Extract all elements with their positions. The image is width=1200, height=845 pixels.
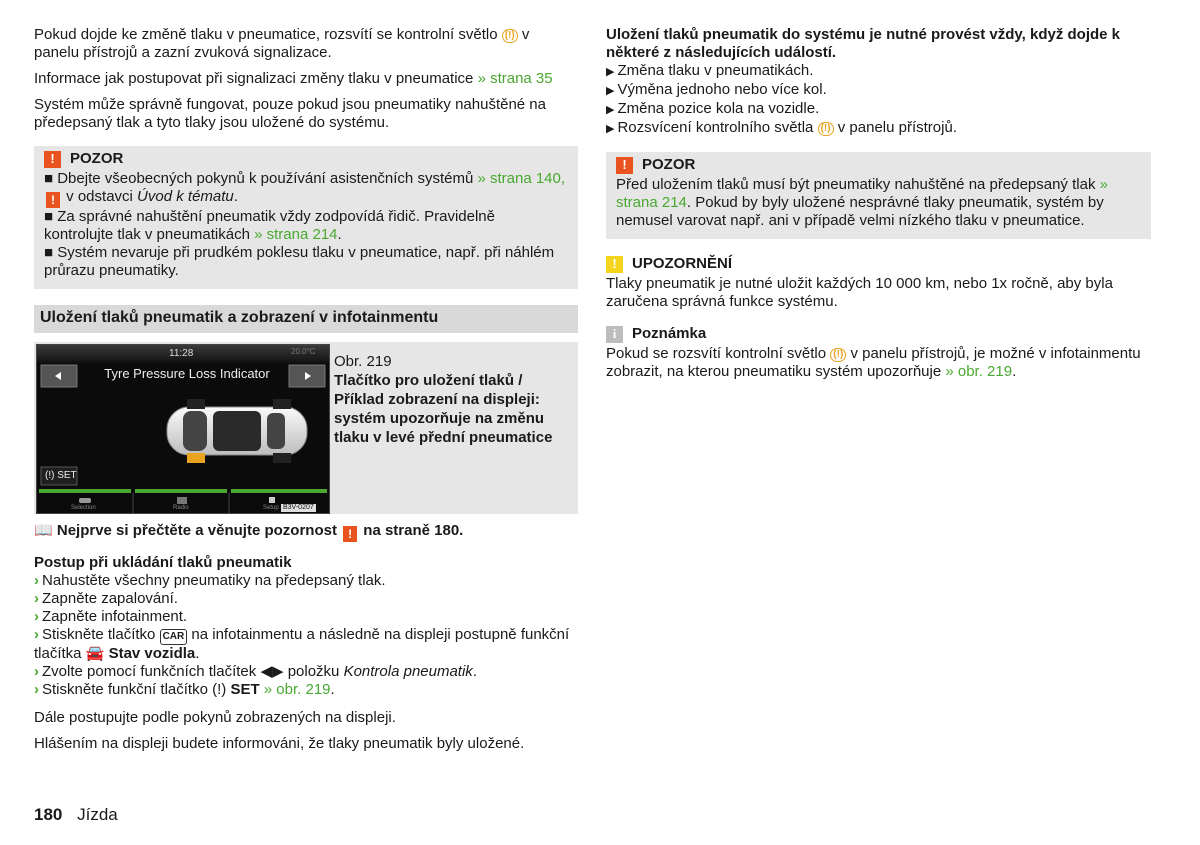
step-arrow-icon: › bbox=[34, 663, 39, 680]
right-column bbox=[606, 26, 1151, 389]
event-item: ▶ Změna tlaku v pneumatikách. bbox=[606, 62, 814, 79]
chapter-name: Jízda bbox=[77, 805, 118, 824]
arrow-keys-icon: ◀▶ bbox=[260, 663, 284, 680]
note-header: i Poznámka bbox=[606, 323, 1151, 345]
tab-radio[interactable]: Radio bbox=[173, 505, 189, 511]
tab-selection[interactable]: Selection bbox=[71, 505, 96, 511]
step: › Zvolte pomocí funkčních tlačítek ◀▶ položku Kontrola pneumatik. bbox=[34, 663, 477, 680]
tyre-pressure-warning-icon: (!) bbox=[502, 29, 518, 43]
bullet-icon: ▶ bbox=[606, 123, 615, 135]
tab-setup[interactable]: Setup bbox=[263, 505, 279, 511]
step: › Nahustěte všechny pneumatiky na předepsaný tlak. bbox=[34, 572, 386, 589]
paragraph: Pokud dojde ke změně tlaku v pneumatice, rozsvítí se kontrolní světlo (!) v panelu přístrojů a zazní zvuková signalizace. bbox=[34, 26, 530, 61]
warning-header: ! POZOR bbox=[44, 148, 568, 170]
temperature: 20.0°C bbox=[291, 347, 316, 356]
clock: 11:28 bbox=[169, 348, 194, 359]
car-button-badge: CAR bbox=[160, 629, 188, 645]
car-icon bbox=[79, 498, 91, 503]
events-intro: Uložení tlaků pneumatik do systému je nutné provést vždy, když dojde k některé z následujících událostí. bbox=[606, 26, 1120, 61]
page-link[interactable]: » strana 140, bbox=[477, 170, 566, 187]
bullet-icon: ▶ bbox=[606, 85, 615, 97]
notice-icon: ! bbox=[606, 256, 623, 273]
page-link[interactable]: » strana 214 bbox=[254, 226, 338, 243]
figure-number: Obr. 219 bbox=[334, 353, 392, 370]
figure-link[interactable]: » obr. 219 bbox=[945, 363, 1013, 380]
book-icon: 📖 bbox=[34, 522, 53, 539]
figure-code: B3V-0207 bbox=[283, 504, 314, 511]
warning-icon: ! bbox=[616, 157, 633, 174]
warning-text: Před uložením tlaků musí být pneumatiky nahuštěné na předepsaný tlak » strana 214. Pokud by byly uložené nesprávné tlaky pneumatik, systém by nemusel varovat např. ani v případě velmi nízkého tlaku v pneumatice. bbox=[616, 176, 1108, 229]
event-item: ▶ Rozsvícení kontrolního světla (!) v panelu přístrojů. bbox=[606, 119, 957, 136]
step-arrow-icon: › bbox=[34, 626, 39, 643]
tyre-pressure-warning-icon: (!) bbox=[818, 122, 834, 136]
car-top-view bbox=[167, 399, 307, 463]
paragraph: Systém může správně fungovat, pouze pokud jsou pneumatiky nahuštěné na předepsaný tlak a tyto tlaky jsou uložené do systému. bbox=[34, 96, 546, 131]
radio-icon bbox=[177, 497, 187, 504]
warning-item: ■ Za správné nahuštění pneumatik vždy zodpovídá řidič. Pravidelně kontrolujte tlak v pneumatikách » strana 214. bbox=[44, 208, 495, 243]
front-left-tyre-highlight bbox=[187, 453, 205, 463]
screen-title: Tyre Pressure Loss Indicator bbox=[104, 366, 270, 381]
warning-item: ■ Dbejte všeobecných pokynů k používání asistenčních systémů » strana 140, ! v odstavci Úvod k tématu. bbox=[44, 170, 566, 207]
warning-icon: ! bbox=[46, 192, 60, 208]
left-column bbox=[34, 26, 578, 761]
warning-item: ■ Systém nevaruje při prudkém poklesu tlaku v pneumatice, např. při náhlém průrazu pneumatiky. bbox=[44, 244, 555, 279]
step: › Zapněte zapalování. bbox=[34, 590, 178, 607]
procedure-title: Postup při ukládání tlaků pneumatik bbox=[34, 554, 292, 571]
info-icon: i bbox=[606, 326, 623, 343]
tyre-pressure-warning-icon: (!) bbox=[830, 348, 846, 362]
figure-link[interactable]: » obr. 219 bbox=[263, 681, 331, 698]
event-item: ▶ Výměna jednoho nebo více kol. bbox=[606, 81, 827, 98]
gear-icon bbox=[269, 497, 275, 503]
paragraph: Informace jak postupovat při signalizaci změny tlaku v pneumatice » strana 35 bbox=[34, 70, 553, 87]
event-item: ▶ Změna pozice kola na vozidle. bbox=[606, 100, 820, 117]
bullet-icon: ▶ bbox=[606, 66, 615, 78]
paragraph: Hlášením na displeji budete informováni, že tlaky pneumatik byly uložené. bbox=[34, 735, 525, 752]
step-arrow-icon: › bbox=[34, 608, 39, 625]
figure-caption bbox=[330, 342, 574, 514]
page-number: 180 bbox=[34, 805, 63, 824]
notice-header: ! UPOZORNĚNÍ bbox=[606, 253, 1151, 275]
set-label: (!) SET bbox=[45, 470, 77, 481]
step-arrow-icon: › bbox=[34, 572, 39, 589]
warning-icon: ! bbox=[44, 151, 61, 168]
note-text: Pokud se rozsvítí kontrolní světlo (!) v panelu přístrojů, je možné v infotainmentu zobrazit, na kterou pneumatiku systém upozorňuje » obr. 219. bbox=[606, 345, 1141, 380]
warning-icon: ! bbox=[343, 526, 357, 542]
figure-219 bbox=[34, 342, 578, 514]
figure-description: Tlačítko pro uložení tlaků / Příklad zobrazení na displeji: systém upozorňuje na změnu tlaku v levé přední pneumatice bbox=[334, 372, 553, 446]
warning-box bbox=[606, 152, 1151, 239]
infotainment-screen bbox=[36, 344, 330, 514]
page-footer bbox=[34, 806, 118, 824]
warning-box bbox=[34, 146, 578, 289]
section-title: Uložení tlaků pneumatik a zobrazení v infotainmentu bbox=[34, 305, 578, 333]
step: › Stiskněte funkční tlačítko (!) SET » obr. 219. bbox=[34, 681, 335, 698]
step: › Stiskněte tlačítko CAR na infotainmentu a následně na displeji postupně funkční tlačítka 🚘 Stav vozidla. bbox=[34, 626, 570, 662]
step-arrow-icon: › bbox=[34, 681, 39, 698]
car-status-icon: 🚘 bbox=[85, 645, 105, 662]
tyre-set-icon: (!) bbox=[212, 681, 227, 698]
notice-text: Tlaky pneumatik je nutné uložit každých 10 000 km, nebo 1x ročně, aby byla zaručena správná funkce systému. bbox=[606, 275, 1113, 310]
read-first-note: 📖 Nejprve si přečtěte a věnujte pozornost ! na straně 180. bbox=[34, 522, 464, 541]
page-link[interactable]: » strana 214 bbox=[616, 176, 1108, 211]
warning-header: ! POZOR bbox=[616, 154, 1141, 176]
page-link[interactable]: » strana 35 bbox=[477, 70, 553, 87]
bullet-icon: ▶ bbox=[606, 104, 615, 116]
step-arrow-icon: › bbox=[34, 590, 39, 607]
paragraph: Dále postupujte podle pokynů zobrazených na displeji. bbox=[34, 709, 396, 726]
step: › Zapněte infotainment. bbox=[34, 608, 188, 625]
